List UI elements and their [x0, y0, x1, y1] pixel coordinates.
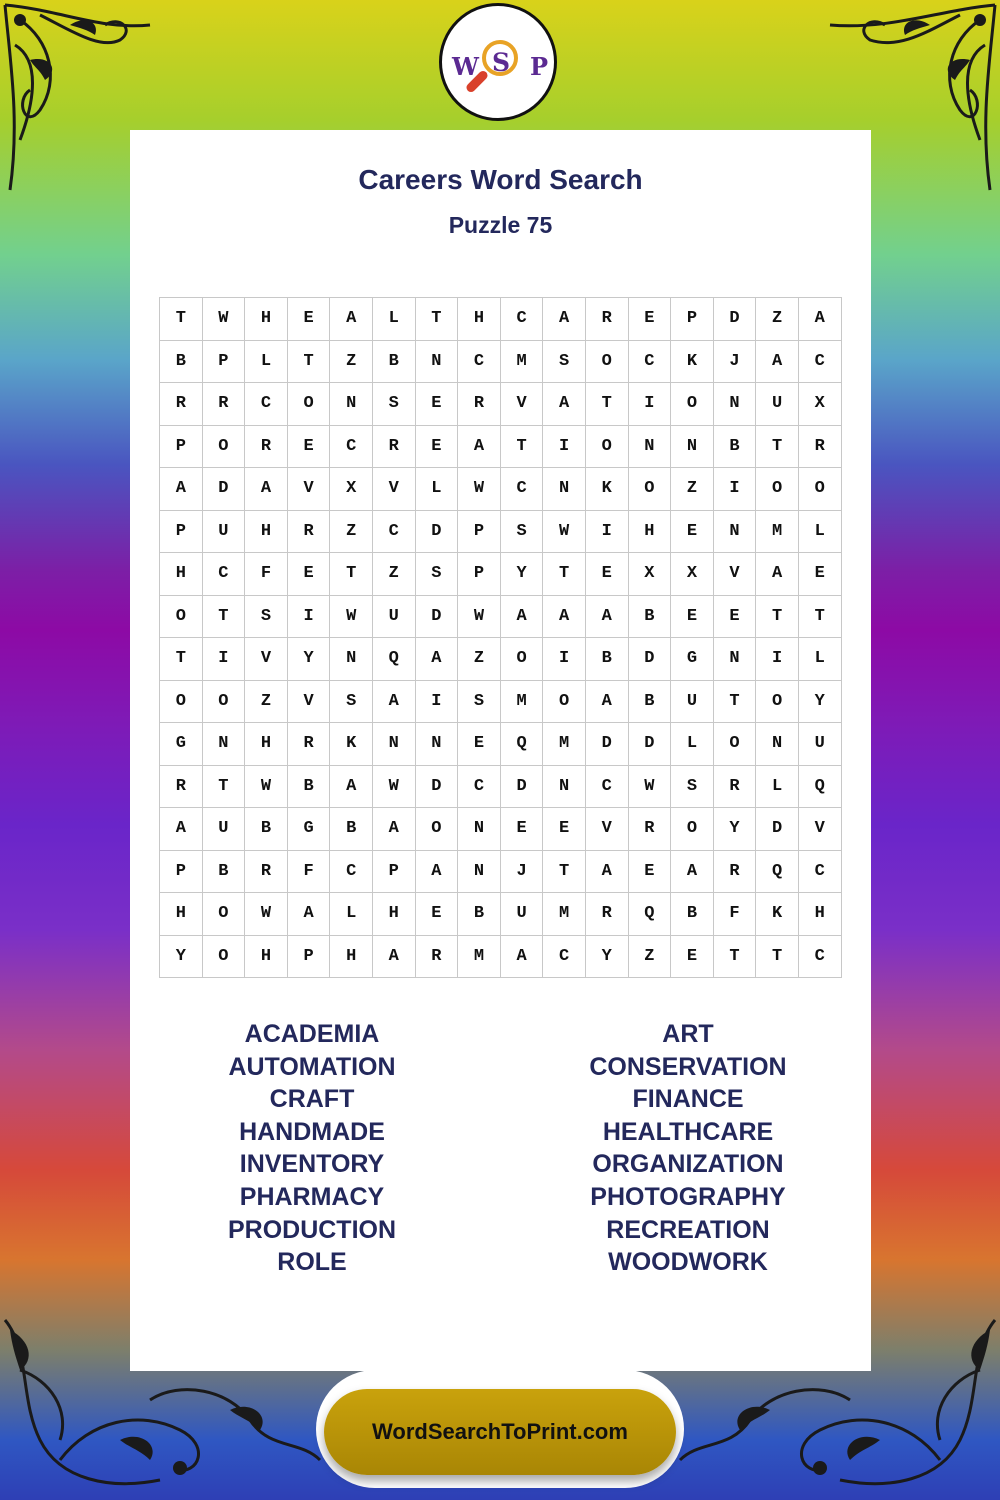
- grid-cell[interactable]: N: [714, 638, 757, 681]
- grid-cell[interactable]: K: [756, 893, 799, 936]
- grid-cell[interactable]: B: [160, 341, 203, 384]
- grid-cell[interactable]: C: [330, 851, 373, 894]
- logo-letter-w: W: [452, 52, 479, 81]
- grid-cell[interactable]: O: [714, 723, 757, 766]
- word-item: ACADEMIA: [244, 1020, 380, 1048]
- grid-cell[interactable]: A: [586, 851, 629, 894]
- grid-cell[interactable]: Y: [288, 638, 331, 681]
- grid-cell[interactable]: L: [799, 511, 842, 554]
- grid-cell[interactable]: T: [543, 553, 586, 596]
- grid-cell[interactable]: R: [714, 766, 757, 809]
- grid-cell[interactable]: I: [714, 468, 757, 511]
- grid-cell[interactable]: M: [458, 936, 501, 979]
- grid-cell[interactable]: M: [543, 893, 586, 936]
- grid-cell[interactable]: W: [245, 893, 288, 936]
- grid-cell[interactable]: E: [671, 936, 714, 979]
- grid-cell[interactable]: S: [330, 681, 373, 724]
- footer-badge: [316, 1370, 684, 1488]
- grid-cell[interactable]: Z: [330, 341, 373, 384]
- grid-cell[interactable]: O: [203, 936, 246, 979]
- grid-cell[interactable]: H: [160, 893, 203, 936]
- grid-cell[interactable]: M: [501, 341, 544, 384]
- grid-cell[interactable]: E: [671, 596, 714, 639]
- grid-cell[interactable]: Z: [330, 511, 373, 554]
- grid-cell[interactable]: T: [714, 936, 757, 979]
- grid-cell[interactable]: C: [799, 851, 842, 894]
- grid-cell[interactable]: T: [288, 341, 331, 384]
- grid-cell[interactable]: B: [671, 893, 714, 936]
- grid-cell[interactable]: W: [543, 511, 586, 554]
- word-item: CONSERVATION: [589, 1052, 787, 1081]
- grid-cell[interactable]: O: [586, 341, 629, 384]
- word-item: RECREATION: [606, 1215, 770, 1244]
- grid-cell[interactable]: O: [416, 808, 459, 851]
- word-item: FINANCE: [632, 1085, 744, 1114]
- grid-cell[interactable]: O: [756, 681, 799, 724]
- grid-cell[interactable]: E: [416, 893, 459, 936]
- grid-cell[interactable]: V: [245, 638, 288, 681]
- grid-cell[interactable]: T: [203, 766, 246, 809]
- grid-cell[interactable]: E: [288, 553, 331, 596]
- grid-cell[interactable]: M: [501, 681, 544, 724]
- grid-cell[interactable]: R: [714, 851, 757, 894]
- grid-cell[interactable]: A: [799, 298, 842, 341]
- grid-cell[interactable]: T: [160, 298, 203, 341]
- grid-cell[interactable]: G: [671, 638, 714, 681]
- grid-cell[interactable]: A: [543, 383, 586, 426]
- grid-cell[interactable]: W: [203, 298, 246, 341]
- grid-cell[interactable]: F: [714, 893, 757, 936]
- grid-cell[interactable]: C: [501, 468, 544, 511]
- grid-cell[interactable]: G: [160, 723, 203, 766]
- grid-cell[interactable]: L: [799, 638, 842, 681]
- grid-cell[interactable]: T: [756, 426, 799, 469]
- grid-cell[interactable]: H: [458, 298, 501, 341]
- grid-cell[interactable]: A: [160, 468, 203, 511]
- grid-cell[interactable]: Y: [160, 936, 203, 979]
- grid-cell[interactable]: A: [458, 426, 501, 469]
- grid-cell[interactable]: A: [245, 468, 288, 511]
- grid-cell[interactable]: N: [416, 723, 459, 766]
- grid-cell[interactable]: Z: [629, 936, 672, 979]
- word-item: PHOTOGRAPHY: [590, 1182, 786, 1211]
- logo-letter-s: S: [492, 48, 511, 77]
- grid-cell[interactable]: X: [629, 553, 672, 596]
- grid-cell[interactable]: Y: [586, 936, 629, 979]
- grid-cell[interactable]: D: [416, 596, 459, 639]
- grid-cell[interactable]: C: [501, 298, 544, 341]
- grid-cell[interactable]: A: [373, 808, 416, 851]
- grid-cell[interactable]: R: [160, 383, 203, 426]
- grid-cell[interactable]: C: [543, 936, 586, 979]
- grid-cell[interactable]: T: [756, 596, 799, 639]
- grid-cell[interactable]: P: [288, 936, 331, 979]
- grid-cell[interactable]: C: [799, 341, 842, 384]
- grid-cell[interactable]: I: [543, 638, 586, 681]
- grid-cell[interactable]: C: [373, 511, 416, 554]
- word-list-right: [538, 1018, 838, 1279]
- grid-cell[interactable]: J: [501, 851, 544, 894]
- grid-cell[interactable]: A: [501, 936, 544, 979]
- grid-cell[interactable]: V: [373, 468, 416, 511]
- grid-cell[interactable]: O: [203, 426, 246, 469]
- grid-cell[interactable]: Z: [373, 553, 416, 596]
- grid-cell[interactable]: P: [458, 553, 501, 596]
- grid-cell[interactable]: V: [799, 808, 842, 851]
- grid-cell[interactable]: A: [416, 851, 459, 894]
- grid-cell[interactable]: R: [799, 426, 842, 469]
- grid-cell[interactable]: T: [501, 426, 544, 469]
- grid-cell[interactable]: U: [373, 596, 416, 639]
- grid-cell[interactable]: T: [330, 553, 373, 596]
- grid-cell[interactable]: O: [203, 681, 246, 724]
- grid-cell[interactable]: B: [330, 808, 373, 851]
- grid-cell[interactable]: M: [756, 511, 799, 554]
- grid-cell[interactable]: B: [586, 638, 629, 681]
- word-item: INVENTORY: [239, 1150, 385, 1179]
- grid-cell[interactable]: I: [586, 511, 629, 554]
- grid-cell[interactable]: F: [245, 553, 288, 596]
- grid-cell[interactable]: I: [629, 383, 672, 426]
- grid-cell[interactable]: E: [416, 426, 459, 469]
- grid-cell[interactable]: R: [458, 383, 501, 426]
- grid-cell[interactable]: N: [373, 723, 416, 766]
- website-label: WordSearchToPrint.com: [372, 1419, 628, 1444]
- grid-cell[interactable]: C: [799, 936, 842, 979]
- grid-cell[interactable]: A: [586, 681, 629, 724]
- grid-cell[interactable]: A: [373, 681, 416, 724]
- grid-cell[interactable]: U: [203, 808, 246, 851]
- grid-cell[interactable]: Y: [714, 808, 757, 851]
- grid-cell[interactable]: N: [416, 341, 459, 384]
- grid-cell[interactable]: S: [543, 341, 586, 384]
- grid-cell[interactable]: N: [671, 426, 714, 469]
- grid-cell[interactable]: D: [203, 468, 246, 511]
- grid-cell[interactable]: C: [203, 553, 246, 596]
- grid-cell[interactable]: A: [501, 596, 544, 639]
- grid-cell[interactable]: V: [586, 808, 629, 851]
- grid-cell[interactable]: G: [288, 808, 331, 851]
- grid-cell[interactable]: K: [330, 723, 373, 766]
- grid-cell[interactable]: H: [160, 553, 203, 596]
- grid-cell[interactable]: L: [245, 341, 288, 384]
- grid-cell[interactable]: E: [629, 851, 672, 894]
- grid-cell[interactable]: E: [416, 383, 459, 426]
- grid-cell[interactable]: L: [373, 298, 416, 341]
- grid-cell[interactable]: T: [714, 681, 757, 724]
- word-item: ART: [662, 1020, 714, 1048]
- grid-cell[interactable]: N: [543, 468, 586, 511]
- grid-cell[interactable]: O: [756, 468, 799, 511]
- grid-cell[interactable]: Z: [458, 638, 501, 681]
- grid-cell[interactable]: A: [543, 596, 586, 639]
- grid-cell[interactable]: H: [245, 511, 288, 554]
- word-item: WOODWORK: [608, 1248, 768, 1277]
- grid-cell[interactable]: E: [458, 723, 501, 766]
- grid-cell[interactable]: R: [416, 936, 459, 979]
- grid-cell[interactable]: E: [629, 298, 672, 341]
- grid-cell[interactable]: W: [458, 468, 501, 511]
- word-item: HEALTHCARE: [602, 1117, 774, 1146]
- grid-cell[interactable]: E: [288, 298, 331, 341]
- grid-cell[interactable]: L: [416, 468, 459, 511]
- grid-cell[interactable]: D: [501, 766, 544, 809]
- grid-cell[interactable]: Q: [756, 851, 799, 894]
- grid-cell[interactable]: L: [756, 766, 799, 809]
- grid-cell[interactable]: O: [629, 468, 672, 511]
- grid-cell[interactable]: U: [799, 723, 842, 766]
- grid-cell[interactable]: H: [245, 936, 288, 979]
- grid-cell[interactable]: R: [373, 426, 416, 469]
- grid-cell[interactable]: P: [203, 341, 246, 384]
- grid-cell[interactable]: N: [629, 426, 672, 469]
- grid-cell[interactable]: C: [629, 341, 672, 384]
- grid-cell[interactable]: W: [245, 766, 288, 809]
- grid-cell[interactable]: Z: [671, 468, 714, 511]
- grid-cell[interactable]: O: [160, 596, 203, 639]
- grid-cell[interactable]: Q: [501, 723, 544, 766]
- website-link[interactable]: [324, 1389, 676, 1475]
- word-item: ROLE: [277, 1248, 347, 1277]
- grid-cell[interactable]: P: [160, 426, 203, 469]
- grid-cell[interactable]: E: [714, 596, 757, 639]
- grid-cell[interactable]: T: [543, 851, 586, 894]
- grid-cell[interactable]: R: [288, 511, 331, 554]
- grid-cell[interactable]: R: [586, 893, 629, 936]
- grid-cell[interactable]: E: [501, 808, 544, 851]
- grid-cell[interactable]: O: [288, 383, 331, 426]
- grid-cell[interactable]: Y: [501, 553, 544, 596]
- grid-cell[interactable]: V: [501, 383, 544, 426]
- grid-cell[interactable]: B: [458, 893, 501, 936]
- grid-cell[interactable]: B: [203, 851, 246, 894]
- grid-cell[interactable]: P: [671, 298, 714, 341]
- grid-cell[interactable]: D: [586, 723, 629, 766]
- grid-cell[interactable]: V: [288, 468, 331, 511]
- grid-cell[interactable]: O: [501, 638, 544, 681]
- grid-cell[interactable]: N: [756, 723, 799, 766]
- grid-cell[interactable]: W: [458, 596, 501, 639]
- grid-cell[interactable]: D: [416, 766, 459, 809]
- grid-cell[interactable]: S: [245, 596, 288, 639]
- wsp-logo[interactable]: [439, 3, 557, 121]
- grid-cell[interactable]: I: [756, 638, 799, 681]
- grid-cell[interactable]: R: [586, 298, 629, 341]
- grid-cell[interactable]: M: [543, 723, 586, 766]
- grid-cell[interactable]: U: [756, 383, 799, 426]
- grid-cell[interactable]: B: [373, 341, 416, 384]
- grid-cell[interactable]: X: [799, 383, 842, 426]
- grid-cell[interactable]: T: [416, 298, 459, 341]
- grid-cell[interactable]: O: [671, 383, 714, 426]
- grid-cell[interactable]: I: [416, 681, 459, 724]
- grid-cell[interactable]: S: [458, 681, 501, 724]
- grid-cell[interactable]: A: [586, 596, 629, 639]
- grid-cell[interactable]: A: [756, 553, 799, 596]
- grid-cell[interactable]: I: [543, 426, 586, 469]
- grid-cell[interactable]: W: [629, 766, 672, 809]
- grid-cell[interactable]: A: [288, 893, 331, 936]
- grid-cell[interactable]: T: [203, 596, 246, 639]
- puzzle-sheet: [130, 130, 871, 1371]
- grid-cell[interactable]: B: [714, 426, 757, 469]
- grid-cell[interactable]: I: [288, 596, 331, 639]
- grid-cell[interactable]: H: [799, 893, 842, 936]
- grid-cell[interactable]: T: [756, 936, 799, 979]
- grid-cell[interactable]: D: [714, 298, 757, 341]
- grid-cell[interactable]: U: [203, 511, 246, 554]
- grid-cell[interactable]: B: [288, 766, 331, 809]
- puzzle-number: Puzzle 75: [448, 212, 553, 238]
- grid-cell[interactable]: H: [373, 893, 416, 936]
- grid-cell[interactable]: P: [373, 851, 416, 894]
- grid-cell[interactable]: H: [330, 936, 373, 979]
- grid-cell[interactable]: V: [288, 681, 331, 724]
- word-item: ORGANIZATION: [592, 1150, 784, 1179]
- grid-cell[interactable]: E: [671, 511, 714, 554]
- grid-cell[interactable]: O: [160, 681, 203, 724]
- grid-cell[interactable]: S: [416, 553, 459, 596]
- word-item: PHARMACY: [239, 1182, 385, 1211]
- grid-cell[interactable]: C: [245, 383, 288, 426]
- grid-cell[interactable]: U: [501, 893, 544, 936]
- grid-cell[interactable]: F: [288, 851, 331, 894]
- word-item: HANDMADE: [239, 1117, 385, 1146]
- grid-cell[interactable]: S: [373, 383, 416, 426]
- grid-cell[interactable]: I: [203, 638, 246, 681]
- grid-cell[interactable]: P: [160, 511, 203, 554]
- grid-cell[interactable]: T: [799, 596, 842, 639]
- word-list-left: [162, 1018, 462, 1279]
- grid-cell[interactable]: S: [671, 766, 714, 809]
- grid-cell[interactable]: U: [671, 681, 714, 724]
- grid-cell[interactable]: H: [629, 511, 672, 554]
- grid-cell[interactable]: A: [330, 766, 373, 809]
- grid-cell[interactable]: R: [245, 426, 288, 469]
- grid-cell[interactable]: E: [799, 553, 842, 596]
- word-item: AUTOMATION: [228, 1052, 396, 1081]
- grid-cell[interactable]: H: [245, 723, 288, 766]
- grid-cell[interactable]: L: [330, 893, 373, 936]
- puzzle-title: Careers Word Search: [358, 164, 643, 195]
- grid-cell[interactable]: H: [245, 298, 288, 341]
- grid-cell[interactable]: O: [586, 426, 629, 469]
- grid-cell[interactable]: Q: [373, 638, 416, 681]
- grid-cell[interactable]: E: [288, 426, 331, 469]
- grid-cell[interactable]: A: [671, 851, 714, 894]
- grid-cell[interactable]: B: [629, 681, 672, 724]
- word-item: PRODUCTION: [227, 1215, 397, 1244]
- letter-grid: [159, 297, 842, 978]
- grid-cell[interactable]: W: [373, 766, 416, 809]
- grid-cell[interactable]: J: [714, 341, 757, 384]
- grid-cell[interactable]: O: [543, 681, 586, 724]
- grid-cell[interactable]: R: [245, 851, 288, 894]
- grid-cell[interactable]: N: [458, 851, 501, 894]
- grid-cell[interactable]: A: [416, 638, 459, 681]
- grid-cell[interactable]: P: [160, 851, 203, 894]
- grid-cell[interactable]: N: [330, 383, 373, 426]
- grid-cell[interactable]: C: [458, 341, 501, 384]
- grid-cell[interactable]: Z: [245, 681, 288, 724]
- grid-cell[interactable]: X: [330, 468, 373, 511]
- grid-cell[interactable]: A: [543, 298, 586, 341]
- grid-cell[interactable]: R: [288, 723, 331, 766]
- grid-cell[interactable]: T: [586, 383, 629, 426]
- grid-cell[interactable]: A: [330, 298, 373, 341]
- grid-cell[interactable]: E: [586, 553, 629, 596]
- grid-cell[interactable]: A: [160, 808, 203, 851]
- grid-cell[interactable]: N: [714, 511, 757, 554]
- grid-cell[interactable]: N: [543, 766, 586, 809]
- grid-cell[interactable]: C: [330, 426, 373, 469]
- grid-cell[interactable]: K: [586, 468, 629, 511]
- grid-cell[interactable]: K: [671, 341, 714, 384]
- grid-cell[interactable]: O: [799, 468, 842, 511]
- grid-cell[interactable]: D: [756, 808, 799, 851]
- grid-cell[interactable]: Q: [799, 766, 842, 809]
- grid-cell[interactable]: O: [671, 808, 714, 851]
- grid-cell[interactable]: A: [373, 936, 416, 979]
- grid-cell[interactable]: D: [629, 723, 672, 766]
- grid-cell[interactable]: C: [458, 766, 501, 809]
- grid-cell[interactable]: B: [245, 808, 288, 851]
- word-item: CRAFT: [269, 1085, 355, 1114]
- grid-cell[interactable]: N: [203, 723, 246, 766]
- grid-cell[interactable]: D: [629, 638, 672, 681]
- grid-cell[interactable]: N: [458, 808, 501, 851]
- grid-cell[interactable]: S: [501, 511, 544, 554]
- grid-cell[interactable]: C: [586, 766, 629, 809]
- grid-cell[interactable]: E: [543, 808, 586, 851]
- grid-cell[interactable]: Z: [756, 298, 799, 341]
- logo-letter-p: P: [530, 52, 549, 81]
- grid-cell[interactable]: X: [671, 553, 714, 596]
- grid-cell[interactable]: N: [714, 383, 757, 426]
- grid-cell[interactable]: V: [714, 553, 757, 596]
- grid-cell[interactable]: A: [756, 341, 799, 384]
- grid-cell[interactable]: B: [629, 596, 672, 639]
- grid-cell[interactable]: R: [203, 383, 246, 426]
- grid-cell[interactable]: L: [671, 723, 714, 766]
- grid-cell[interactable]: Q: [629, 893, 672, 936]
- grid-cell[interactable]: Y: [799, 681, 842, 724]
- grid-cell[interactable]: D: [416, 511, 459, 554]
- grid-cell[interactable]: N: [330, 638, 373, 681]
- grid-cell[interactable]: T: [160, 638, 203, 681]
- grid-cell[interactable]: R: [160, 766, 203, 809]
- grid-cell[interactable]: P: [458, 511, 501, 554]
- grid-cell[interactable]: R: [629, 808, 672, 851]
- grid-cell[interactable]: W: [330, 596, 373, 639]
- grid-cell[interactable]: O: [203, 893, 246, 936]
